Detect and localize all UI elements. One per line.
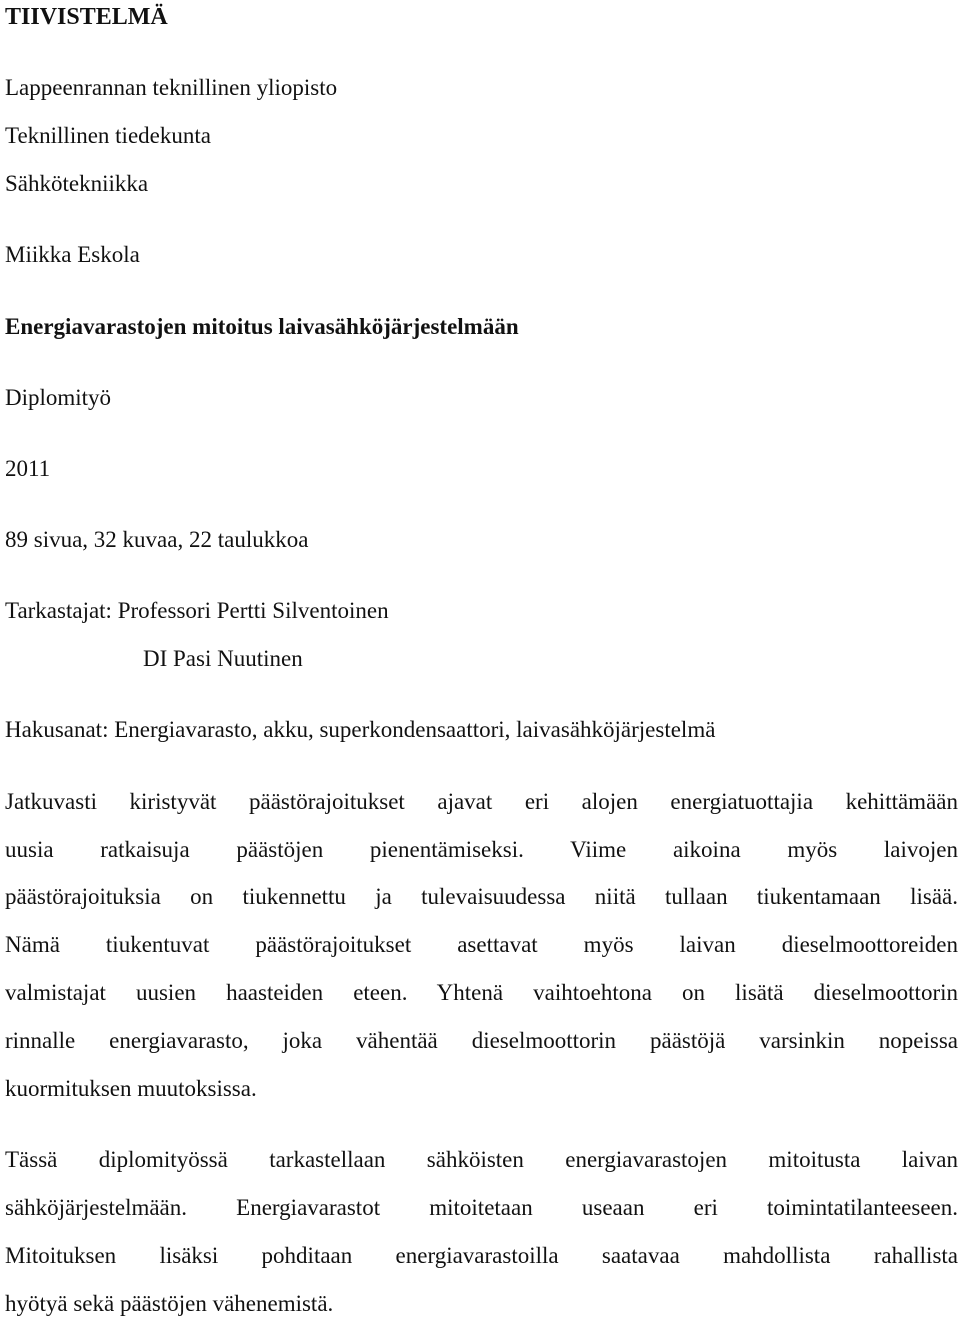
examiners-line-2: DI Pasi Nuutinen [143, 646, 303, 671]
paragraph-line: valmistajat uusien haasteiden eteen. Yhtenä vaihtoehtona on lisätä dieselmoottorin [5, 980, 958, 1005]
paragraph-line: hyötyä sekä päästöjen vähenemistä. [5, 1291, 334, 1316]
examiners-line-1: Tarkastajat: Professori Pertti Silventoinen [5, 598, 389, 623]
thesis-type: Diplomityö [5, 385, 112, 410]
paragraph-line: Nämä tiukentuvat päästörajoitukset asettavat myös laivan dieselmoottoreiden [5, 932, 958, 957]
university-name: Lappeenrannan teknillinen yliopisto [5, 75, 338, 100]
paragraph-line: kuormituksen muutoksissa. [5, 1076, 257, 1101]
paragraph-line: Mitoituksen lisäksi pohditaan energiavarastoilla saatavaa mahdollista rahallista [5, 1243, 958, 1268]
page-heading: TIIVISTELMÄ [5, 4, 168, 30]
paragraph-line: rinnalle energiavarasto, joka vähentää dieselmoottorin päästöjä varsinkin nopeissa [5, 1028, 958, 1053]
paragraph-line: Tässä diplomityössä tarkastellaan sähköisten energiavarastojen mitoitusta laivan [5, 1147, 958, 1172]
keywords: Hakusanat: Energiavarasto, akku, superkondensaattori, laivasähköjärjestelmä [5, 717, 716, 742]
paragraph-line: sähköjärjestelmään. Energiavarastot mitoitetaan useaan eri toimintatilanteeseen. [5, 1195, 958, 1220]
thesis-title: Energiavarastojen mitoitus laivasähköjärjestelmään [5, 314, 519, 339]
department-name: Sähkötekniikka [5, 171, 149, 196]
thesis-extent: 89 sivua, 32 kuvaa, 22 taulukkoa [5, 527, 309, 552]
paragraph-line: uusia ratkaisuja päästöjen pienentämiseksi. Viime aikoina myös laivojen [5, 837, 958, 862]
paragraph-line: Jatkuvasti kiristyvät päästörajoitukset ajavat eri alojen energiatuottajia kehittämään [5, 789, 958, 814]
faculty-name: Teknillinen tiedekunta [5, 123, 211, 148]
author-name: Miikka Eskola [5, 242, 140, 267]
paragraph-line: päästörajoituksia on tiukennettu ja tulevaisuudessa niitä tullaan tiukentamaan lisää. [5, 884, 958, 909]
thesis-year: 2011 [5, 456, 51, 481]
